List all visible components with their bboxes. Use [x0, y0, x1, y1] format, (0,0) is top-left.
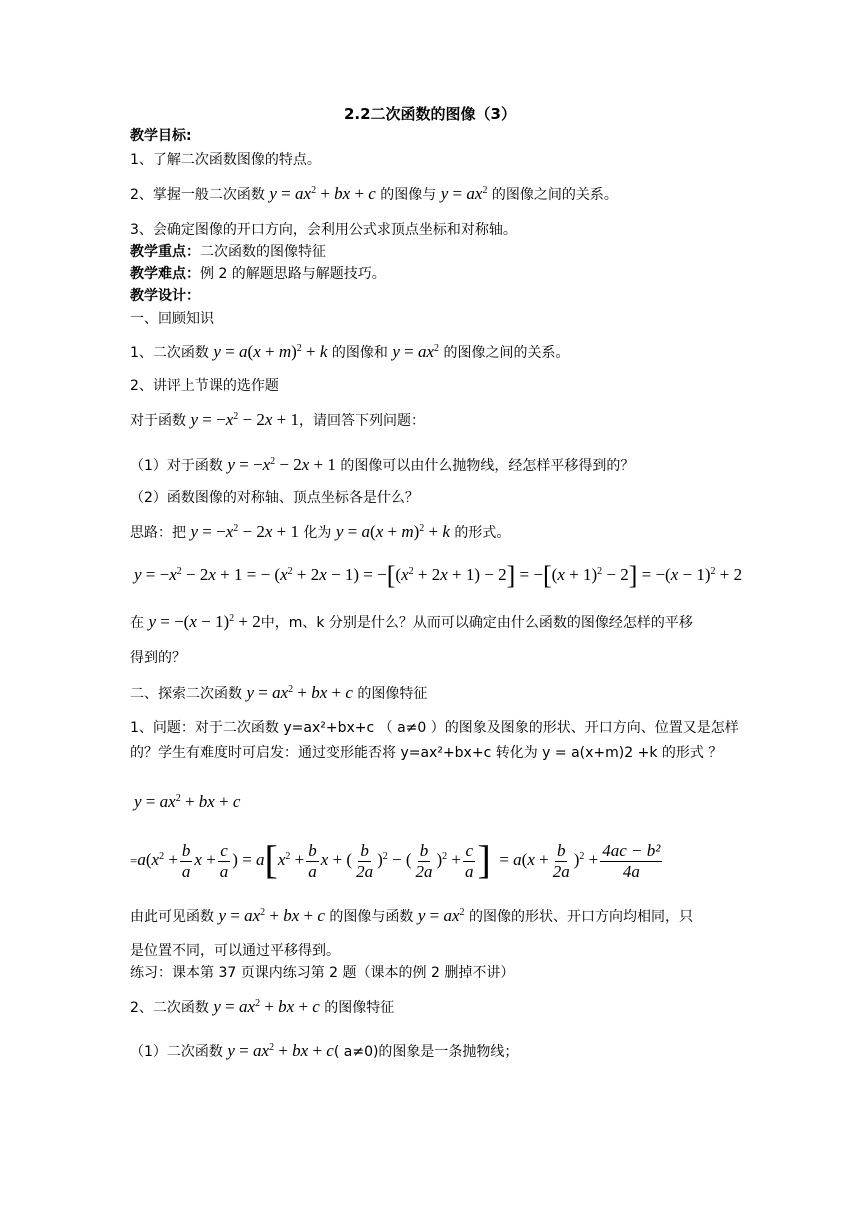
review-2: 2、讲评上节课的选作题 — [130, 378, 279, 394]
key-point — [130, 242, 750, 262]
section-2-pre: 二、探索二次函数 — [130, 686, 242, 702]
formula-basic-quadratic-2: $y = ax^2$ — [392, 342, 440, 361]
formula-basic-quadratic: $y = ax^2$ — [440, 184, 488, 203]
formula-basic-quadratic-3: $y = ax^2$ — [417, 906, 465, 925]
question-intro-pre: 对于函数 — [130, 413, 186, 429]
review-1 — [130, 342, 750, 363]
practice: 练习：课本第 37 页课内练习第 2 题（课本的例 2 删掉不讲） — [130, 965, 515, 981]
formula-vertex-form-2: $y = a(x + m)^2 + k$ — [335, 522, 450, 541]
review-1-post: 的图像之间的关系。 — [443, 345, 570, 361]
question-1-post: 的图像可以由什么抛物线，经怎样平移得到的？ — [340, 458, 635, 474]
feature-1-post: ( a≠0)的图象是一条抛物线； — [333, 1044, 519, 1060]
formula-general-quadratic-3: $y = ax^2$ + bx + c — [218, 906, 325, 925]
features-heading — [130, 997, 750, 1018]
idea-pre: 思路：把 — [130, 525, 186, 541]
feature-1 — [130, 1041, 750, 1062]
question-1 — [130, 455, 750, 476]
formula-example-function-2: $y = -x^2 - 2x + 1$ — [227, 455, 336, 474]
features-post: 的图像特征 — [324, 1000, 395, 1016]
design-heading: 教学设计： — [130, 288, 200, 304]
formula-derivation: $=a(x^2$ + $\frac{b}{a}$ x + $\frac{c}{a}$ ) = $a[x^2$ + $\frac{b}{a}$ x + ( $\frac{b}{2a}$ )$^2$ − ( $\frac{b}{2a}$ )$^2$ + $\frac{c}{a}$ ] = a(x + $\frac{b}{2a}$ )$^2$ + $\frac{\text{4ac − b²}}{4a}$ — [130, 837, 661, 882]
feature-1-pre: （1）二次函数 — [130, 1044, 223, 1060]
page-title: 2.2二次函数的图像（3） — [343, 105, 516, 123]
conclusion-post: 的图像的形状、开口方向均相同，只 — [468, 909, 693, 925]
idea-post: 的形式。 — [454, 525, 511, 541]
section-2-heading — [130, 683, 750, 704]
review-1-mid: 的图像和 — [331, 345, 388, 361]
formula-example-function-3: $y = -x^2 - 2x + 1$ — [190, 522, 299, 541]
diff-label: 教学难点： — [130, 266, 200, 282]
conclusion-cont: 是位置不同，可以通过平移得到。 — [130, 943, 340, 959]
idea — [130, 522, 750, 543]
goal-2-post: 的图像之间的关系。 — [491, 187, 618, 203]
formula-general-quadratic-5: $y = ax^2$ + bx + c — [227, 1041, 334, 1060]
formula-start: $y = ax^2$ + bx + c — [134, 792, 241, 811]
problem-paragraph: 1、问题：对于二次函数 y=ax²+bx+c （ a≠0 ）的图象及图象的形状、开口方向、位置又是怎样的？学生有难度时可启发：通过变形能否将 y=ax²+bx+c 转化为 y = a(x+m)2 +k 的形式 ？ — [130, 720, 739, 761]
goal-2-pre: 2、掌握一般二次函数 — [130, 187, 265, 203]
in-post: 中，m、k 分别是什么？从而可以确定由什么函数的图像经怎样的平移 — [260, 615, 693, 631]
section-2-post: 的图像特征 — [357, 686, 428, 702]
formula-vertex-result: $y = -(x - 1)^2 + 2$ — [148, 612, 261, 631]
formula-example-function: $y = -x^2 - 2x + 1$ — [190, 410, 299, 429]
in-paragraph — [130, 612, 750, 633]
formula-general-quadratic: $y = ax^2$ + bx + c — [269, 184, 376, 203]
question-intro — [130, 410, 750, 431]
formula-general-quadratic-4: $y = ax^2$ + bx + c — [213, 997, 320, 1016]
goals-heading: 教学目标: — [130, 128, 192, 144]
goal-1: 1、了解二次函数图像的特点。 — [130, 152, 321, 168]
review-1-pre: 1、二次函数 — [130, 345, 209, 361]
in-paragraph-cont: 得到的？ — [130, 650, 186, 666]
in-pre: 在 — [130, 615, 144, 631]
formula-general-quadratic-2: $y = ax^2$ + bx + c — [246, 683, 353, 702]
goal-2-mid: 的图像与 — [380, 187, 437, 203]
idea-mid: 化为 — [303, 525, 332, 541]
key-label: 教学重点： — [130, 244, 200, 260]
conclusion — [130, 906, 750, 927]
key-text: 二次函数的图像特征 — [200, 244, 326, 260]
diff-text: 例 2 的解题思路与解题技巧。 — [200, 266, 386, 282]
section-1-heading: 一、回顾知识 — [130, 311, 214, 327]
features-pre: 2、二次函数 — [130, 1000, 209, 1016]
question-1-pre: （1）对于函数 — [130, 458, 223, 474]
conclusion-pre: 由此可见函数 — [130, 909, 214, 925]
difficulty — [130, 264, 750, 284]
formula-vertex-form: $y = a(x + m)^2 + k$ — [213, 342, 328, 361]
goal-3: 3、会确定图像的开口方向，会利用公式求顶点坐标和对称轴。 — [130, 222, 517, 238]
conclusion-mid: 的图像与函数 — [329, 909, 414, 925]
question-2: （2）函数图像的对称轴、顶点坐标各是什么？ — [130, 490, 419, 506]
goal-2 — [130, 184, 750, 205]
formula-completing-square: $y = -x^2 - 2x + 1$ = − $(x^2 + 2x - 1) = -[(x^2 + 2x + 1) - 2] = -[(x + 1)^2 - 2] = -(x - 1)^2 + 2$ — [134, 561, 743, 590]
question-intro-post: ，请回答下列问题： — [298, 413, 425, 429]
